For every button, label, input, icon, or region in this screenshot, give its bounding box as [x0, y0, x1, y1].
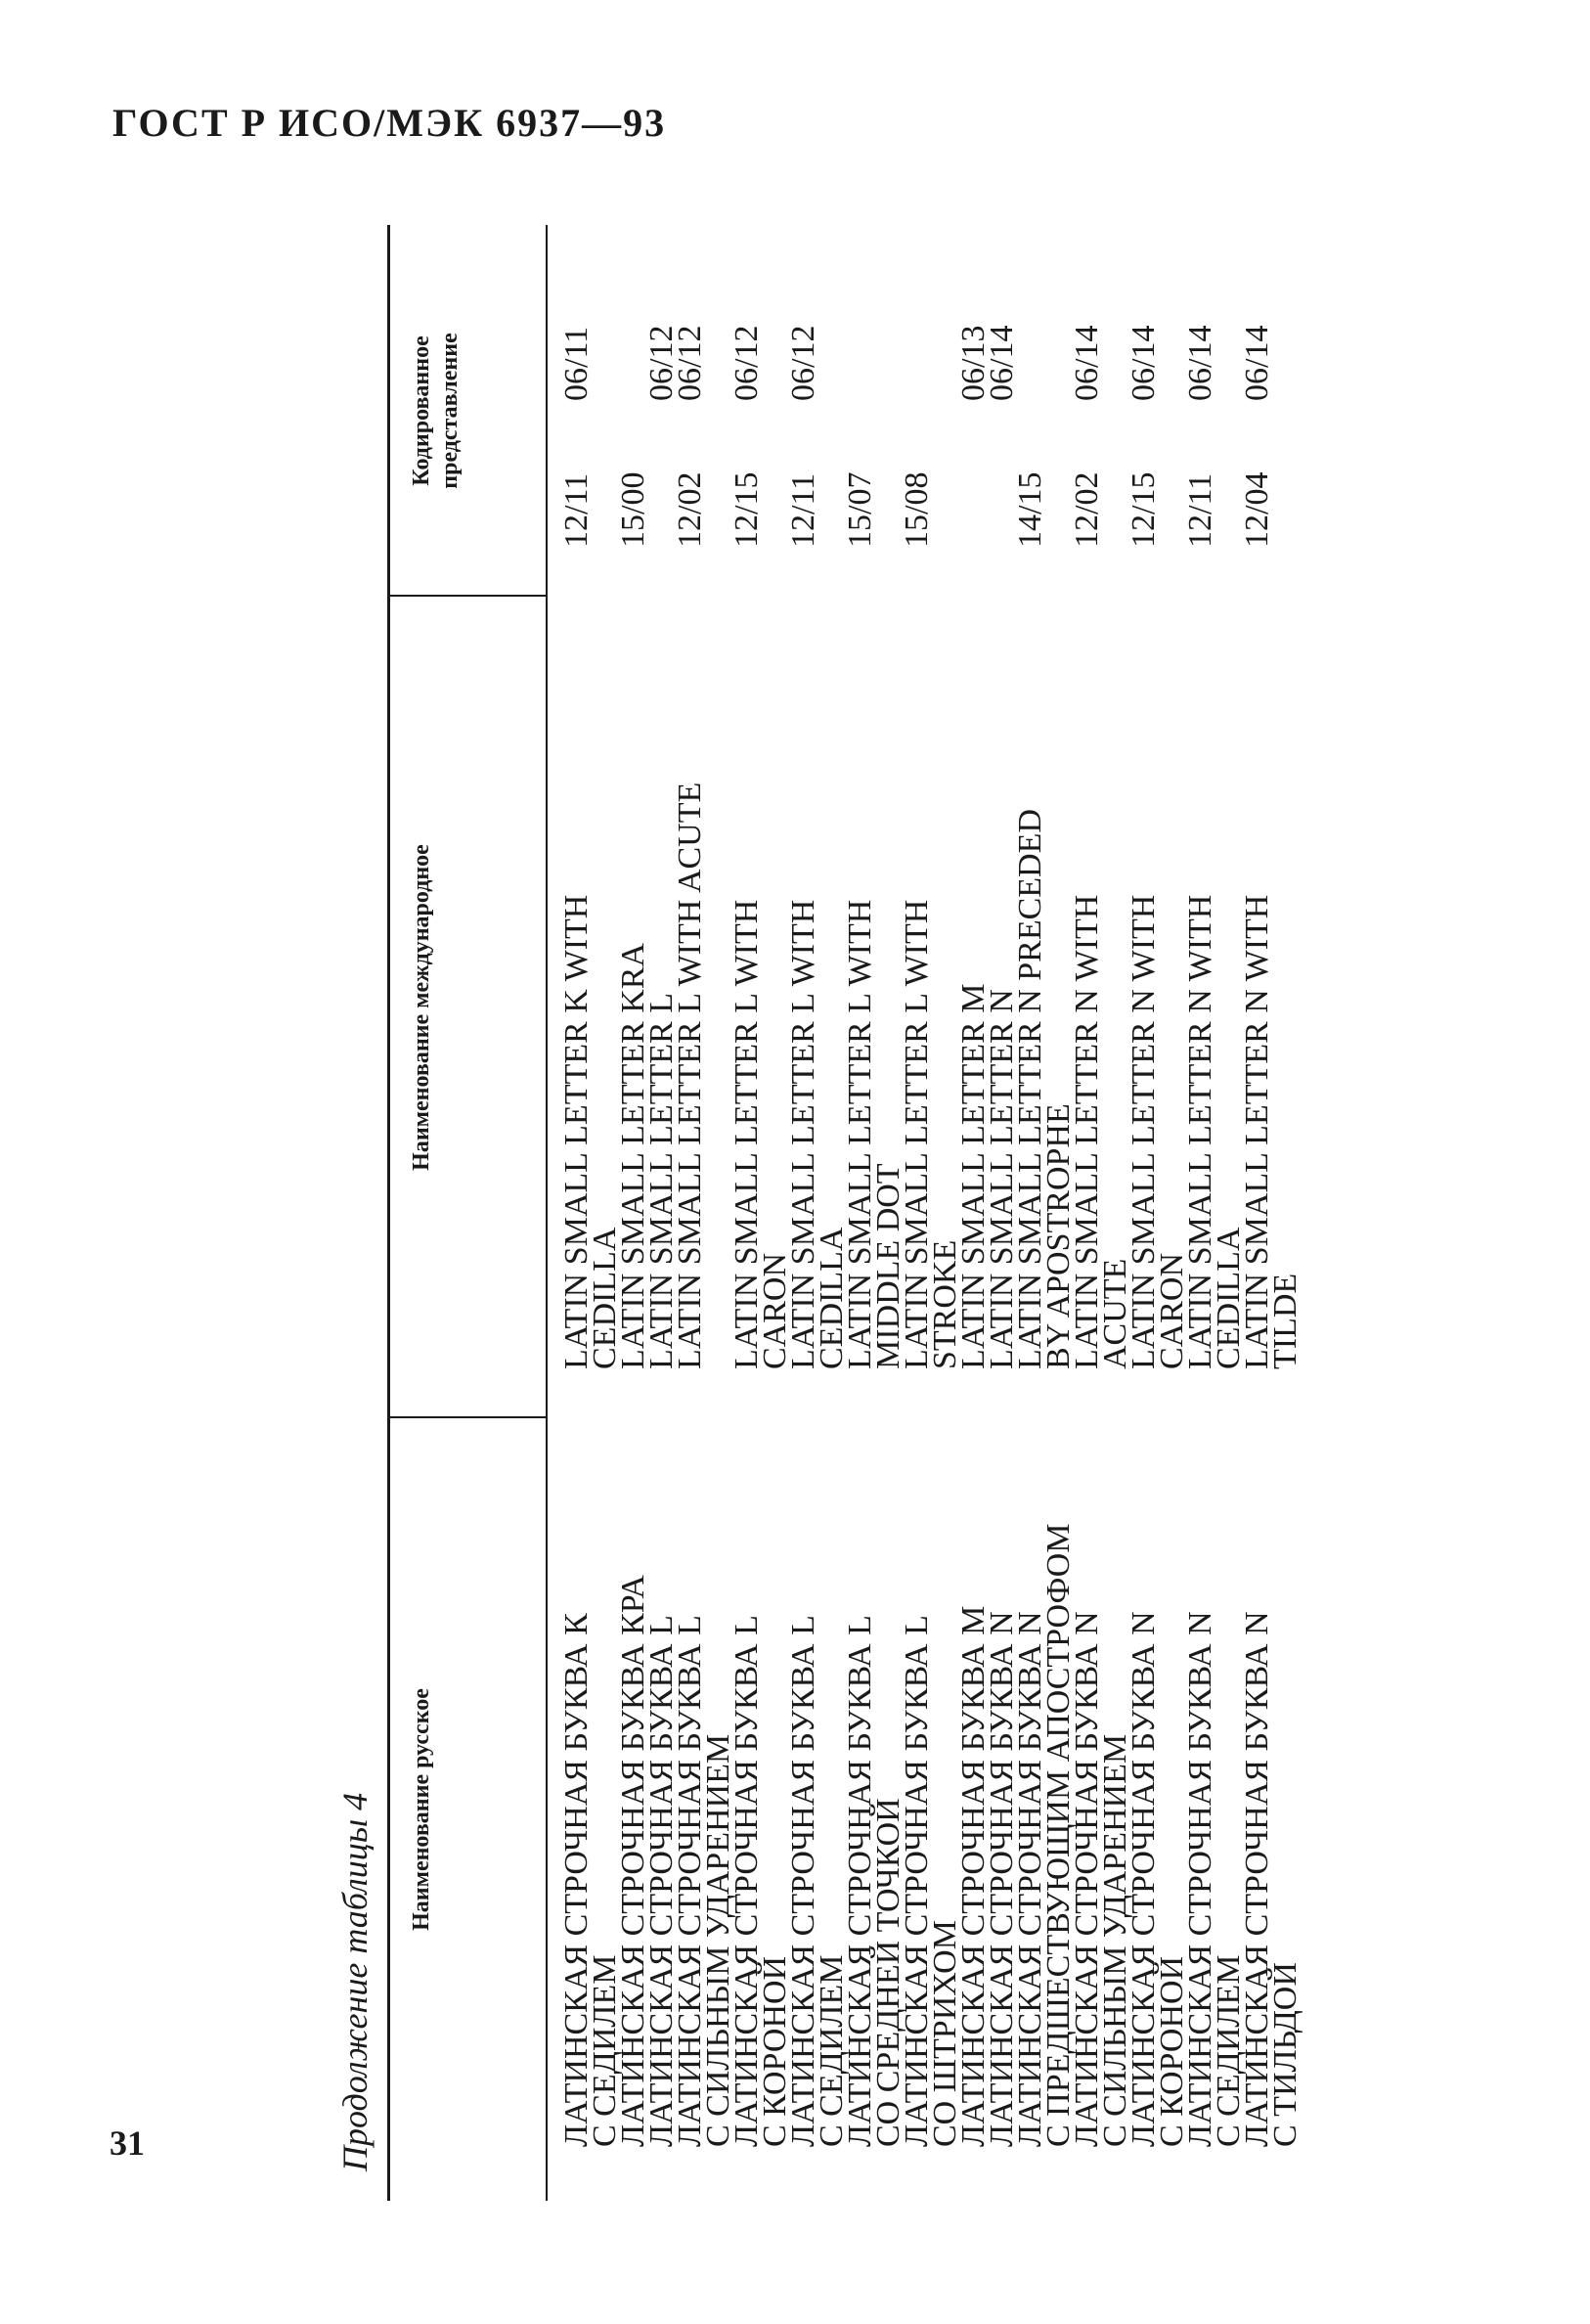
- international-name-line: LATIN SMALL LETTER N PRECEDED: [1012, 809, 1048, 1369]
- table-row: [672, 225, 736, 2201]
- table-header-rule: [546, 225, 548, 2201]
- table-row: [1126, 225, 1190, 2201]
- international-name-cell: [1126, 894, 1190, 1369]
- russian-name-line: ЛАТИНСКАЯ СТРОЧНАЯ БУКВА N: [1069, 1611, 1105, 2147]
- russian-name-line: ЛАТИНСКАЯ СТРОЧНАЯ БУКВА L: [785, 1615, 821, 2147]
- international-name-line: LATIN SMALL LETTER N WITH: [1182, 894, 1218, 1369]
- russian-name-line: С СИЛЬНЫМ УДАРЕНИЕМ: [700, 1733, 736, 2147]
- international-name-line: LATIN SMALL LETTER N WITH: [1239, 894, 1275, 1369]
- russian-name-line: ЛАТИНСКАЯ СТРОЧНАЯ БУКВА N: [984, 1611, 1020, 2147]
- code-cell-second: 06/14: [1182, 325, 1218, 401]
- russian-name-line: С ТИЛЬДОЙ: [1267, 1962, 1303, 2147]
- code-cell-first: 15/00: [615, 471, 651, 548]
- international-name-line: LATIN SMALL LETTER L WITH: [729, 899, 765, 1369]
- code-cell-first: 14/15: [1012, 471, 1048, 548]
- code-cell-second: 06/14: [1069, 325, 1105, 401]
- international-name-cell: [842, 899, 906, 1369]
- russian-name-line: СО СРЕДНЕЙ ТОЧКОЙ: [870, 1798, 906, 2147]
- page-number: 31: [110, 2123, 145, 2163]
- code-cell-first: 12/02: [672, 471, 708, 548]
- international-name-cell: [558, 894, 623, 1369]
- international-name-cell: [1182, 894, 1247, 1369]
- code-cell-first: 12/11: [558, 472, 595, 548]
- russian-name-cell: [1182, 1611, 1247, 2147]
- international-name-line: CEDILLA: [587, 1227, 623, 1369]
- russian-name-cell: [558, 1613, 623, 2147]
- international-name-line: TILDE: [1267, 1273, 1303, 1369]
- russian-name-line: ЛАТИНСКАЯ СТРОЧНАЯ БУКВА N: [1126, 1611, 1162, 2147]
- russian-name-line: С СИЛЬНЫМ УДАРЕНИЕМ: [1097, 1733, 1133, 2147]
- table-row: [785, 225, 850, 2201]
- code-cell-second: 06/12: [785, 325, 821, 401]
- international-name-line: LATIN SMALL LETTER N WITH: [1069, 894, 1105, 1369]
- column-header-code: [407, 225, 464, 597]
- russian-name-line: С СЕДИЛЕМ: [814, 1954, 850, 2147]
- international-name-cell: [899, 899, 963, 1369]
- international-name-line: LATIN SMALL LETTER N: [984, 989, 1020, 1369]
- international-name-line: LATIN SMALL LETTER L: [643, 993, 680, 1369]
- international-name-cell: [1069, 894, 1133, 1369]
- international-name-line: LATIN SMALL LETTER L WITH ACUTE: [672, 782, 708, 1369]
- code-cell-second: 06/13: [955, 325, 992, 401]
- column-header-russian: Наименование русское: [409, 1688, 434, 1931]
- document-header: ГОСТ Р ИСО/МЭК 6937—93: [112, 101, 667, 145]
- russian-name-line: ЛАТИНСКАЯ СТРОЧНАЯ БУКВА N: [1012, 1611, 1048, 2147]
- russian-name-line: ЛАТИНСКАЯ СТРОЧНАЯ БУКВА L: [729, 1615, 765, 2147]
- code-cell-first: 12/15: [1126, 471, 1162, 548]
- russian-name-cell: [842, 1615, 906, 2147]
- code-cell-first: 12/11: [785, 472, 821, 548]
- international-name-line: CARON: [757, 1252, 793, 1369]
- table-body: [558, 225, 1303, 2201]
- russian-name-line: С КОРОНОЙ: [757, 1955, 793, 2147]
- code-cell-first: 12/15: [729, 471, 765, 548]
- russian-name-line: С СЕДИЛЕМ: [1211, 1954, 1247, 2147]
- international-name-line: MIDDLE DOT: [870, 1163, 906, 1369]
- russian-name-cell: [729, 1615, 793, 2147]
- russian-name-line: С СЕДИЛЕМ: [587, 1954, 623, 2147]
- russian-name-line: ЛАТИНСКАЯ СТРОЧНАЯ БУКВА N: [1239, 1611, 1275, 2147]
- russian-name-cell: [1239, 1611, 1303, 2147]
- international-name-line: LATIN SMALL LETTER L WITH: [842, 899, 878, 1369]
- international-name-line: LATIN SMALL LETTER KRA: [615, 943, 651, 1369]
- table-row: [842, 225, 906, 2201]
- russian-name-cell: [1012, 1523, 1077, 2147]
- code-cell-second: 06/14: [984, 325, 1020, 401]
- table-row: [1069, 225, 1133, 2201]
- table-row: [1239, 225, 1303, 2201]
- international-name-line: LATIN SMALL LETTER M: [955, 983, 992, 1369]
- code-cell-first: 12/11: [1182, 472, 1218, 548]
- international-name-cell: [785, 899, 850, 1369]
- code-cell-second: 06/14: [1239, 325, 1275, 401]
- table-row: [899, 225, 963, 2201]
- russian-name-cell: [1126, 1611, 1190, 2147]
- code-cell-second: 06/12: [643, 325, 680, 401]
- international-name-line: LATIN SMALL LETTER N WITH: [1126, 894, 1162, 1369]
- international-name-cell: [1239, 894, 1303, 1369]
- table-row: [729, 225, 793, 2201]
- code-cell-second: 06/12: [672, 325, 708, 401]
- international-name-line: ACUTE: [1097, 1258, 1133, 1369]
- code-cell-second: 06/14: [1126, 325, 1162, 401]
- international-name-cell: [729, 899, 793, 1369]
- russian-name-line: ЛАТИНСКАЯ СТРОЧНАЯ БУКВА К: [558, 1613, 595, 2147]
- international-name-line: CEDILLA: [814, 1227, 850, 1369]
- table-caption: Продолжение таблицы 4: [335, 1792, 375, 2171]
- international-name-line: LATIN SMALL LETTER L WITH: [899, 899, 935, 1369]
- russian-name-line: С КОРОНОЙ: [1154, 1955, 1190, 2147]
- russian-name-line: ЛАТИНСКАЯ СТРОЧНАЯ БУКВА L: [643, 1615, 680, 2147]
- code-cell-second: 06/11: [558, 326, 595, 401]
- international-name-cell: [672, 782, 708, 1369]
- russian-name-line: ЛАТИНСКАЯ СТРОЧНАЯ БУКВА КРА: [615, 1575, 651, 2147]
- international-name-cell: [1012, 809, 1077, 1369]
- rotated-table: [332, 225, 1590, 2201]
- russian-name-line: ЛАТИНСКАЯ СТРОЧНАЯ БУКВА L: [899, 1615, 935, 2147]
- code-cell-first: 12/02: [1069, 471, 1105, 548]
- code-cell-first: 15/07: [842, 471, 878, 548]
- code-cell-first: 15/08: [899, 471, 935, 548]
- table-row: [558, 225, 623, 2201]
- international-name-line: CARON: [1154, 1252, 1190, 1369]
- international-name-line: CEDILLA: [1211, 1227, 1247, 1369]
- code-cell-second: 06/12: [729, 325, 765, 401]
- international-name-line: LATIN SMALL LETTER K WITH: [558, 894, 595, 1369]
- russian-name-line: ЛАТИНСКАЯ СТРОЧНАЯ БУКВА L: [842, 1615, 878, 2147]
- code-cell-first: 12/04: [1239, 471, 1275, 548]
- russian-name-line: СО ШТРИХОМ: [927, 1920, 963, 2147]
- table-row: [1012, 225, 1077, 2201]
- russian-name-line: С ПРЕДШЕСТВУЮЩИМ АПОСТРОФОМ: [1040, 1523, 1077, 2147]
- international-name-line: LATIN SMALL LETTER L WITH: [785, 899, 821, 1369]
- russian-name-cell: [899, 1615, 963, 2147]
- russian-name-cell: [672, 1615, 736, 2147]
- table-row: [1182, 225, 1247, 2201]
- russian-name-line: ЛАТИНСКАЯ СТРОЧНАЯ БУКВА L: [672, 1615, 708, 2147]
- international-name-line: BY APOSTROPHE: [1040, 1103, 1077, 1369]
- russian-name-line: ЛАТИНСКАЯ СТРОЧНАЯ БУКВА N: [1182, 1611, 1218, 2147]
- column-header-code-line: Кодированное: [409, 335, 434, 486]
- russian-name-cell: [1069, 1611, 1133, 2147]
- international-name-line: STROKE: [927, 1239, 963, 1369]
- column-header-international: Наименование международное: [409, 844, 434, 1171]
- table-top-rule: [387, 225, 390, 2201]
- russian-name-line: ЛАТИНСКАЯ СТРОЧНАЯ БУКВА M: [955, 1605, 992, 2147]
- column-header-code-line: представление: [437, 333, 463, 489]
- russian-name-cell: [785, 1615, 850, 2147]
